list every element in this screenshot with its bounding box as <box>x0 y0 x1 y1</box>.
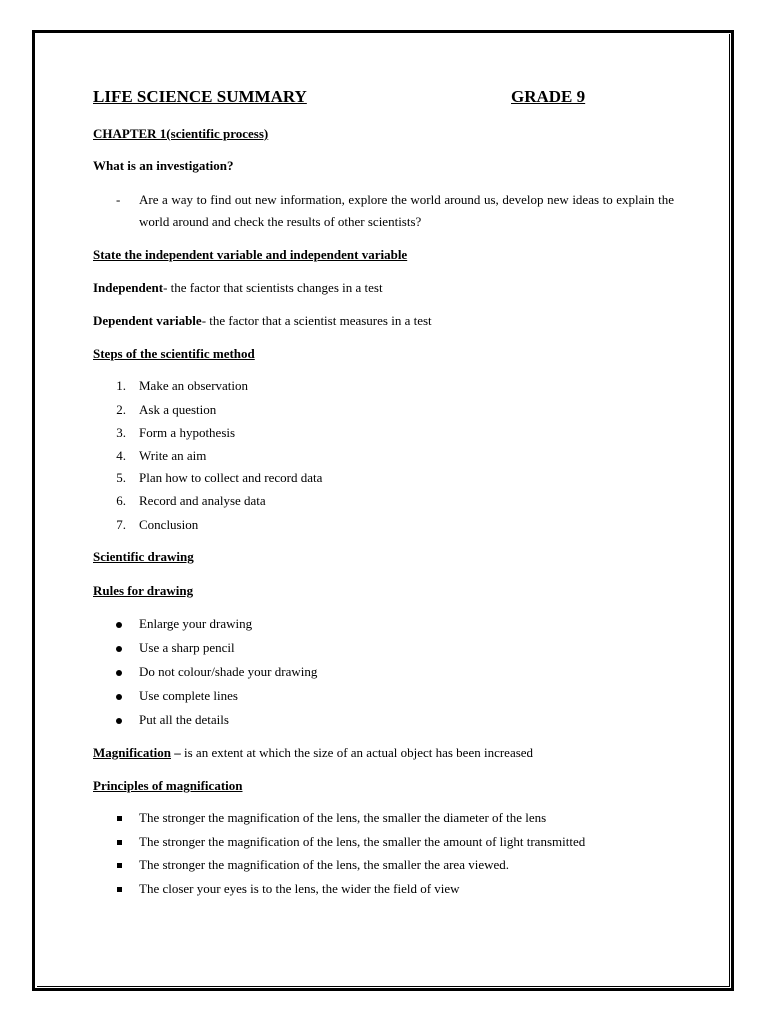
magnification-def: is an extent at which the size of an actual object has been increased <box>180 745 534 760</box>
step-number: 7. <box>116 517 126 532</box>
investigation-question: What is an investigation? <box>93 158 234 173</box>
rule-text: Put all the details <box>139 712 229 727</box>
bullet-icon <box>116 622 122 628</box>
drawing-heading: Scientific drawing <box>93 549 194 564</box>
rules-heading: Rules for drawing <box>93 583 194 598</box>
title-text: LIFE SCIENCE SUMMARY <box>93 87 307 106</box>
bullet-icon <box>116 718 122 724</box>
principle-text: The closer your eyes is to the lens, the wider the field of view <box>139 881 460 896</box>
square-bullet-icon <box>117 887 122 892</box>
dependent-definition <box>93 313 432 329</box>
square-bullet-icon <box>117 863 122 868</box>
rule-text: Enlarge your drawing <box>139 616 253 631</box>
step-text: Write an aim <box>139 448 207 463</box>
independent-definition <box>93 280 383 296</box>
magnification-definition <box>93 745 533 761</box>
step-number: 4. <box>116 448 126 463</box>
magnification-dash: – <box>171 745 181 760</box>
magnification-term: Magnification <box>93 745 171 760</box>
independent-term: Independent <box>93 280 164 295</box>
step-number: 2. <box>116 402 126 417</box>
bullet-icon <box>116 694 122 700</box>
step-text: Form a hypothesis <box>139 425 236 440</box>
independent-def: - the factor that scientists changes in a test <box>163 280 383 295</box>
chapter-heading: CHAPTER 1(scientific process) <box>93 126 269 141</box>
variables-heading: State the independent variable and independent variable <box>93 247 408 262</box>
principle-text: The stronger the magnification of the lens, the smaller the diameter of the lens <box>139 810 547 825</box>
principles-heading: Principles of magnification <box>93 778 243 793</box>
investigation-answer: Are a way to find out new information, explore the world around us, develop new ideas to explain the world around and check the results of other scientists? <box>139 192 674 229</box>
step-text: Make an observation <box>139 378 249 393</box>
principle-text: The stronger the magnification of the lens, the smaller the amount of light transmitted <box>139 834 586 849</box>
step-number: 3. <box>116 425 126 440</box>
dependent-term: Dependent variable <box>93 313 202 328</box>
step-number: 6. <box>116 493 126 508</box>
dependent-def: - the factor that a scientist measures in a test <box>201 313 432 328</box>
grade-label: GRADE 9 <box>511 87 586 106</box>
step-number: 5. <box>116 470 126 485</box>
steps-heading: Steps of the scientific method <box>93 346 255 361</box>
square-bullet-icon <box>117 840 122 845</box>
bullet-icon <box>116 670 122 676</box>
document-title <box>93 87 585 107</box>
principle-text: The stronger the magnification of the lens, the smaller the area viewed. <box>139 857 509 872</box>
step-text: Plan how to collect and record data <box>139 470 323 485</box>
rule-text: Use complete lines <box>139 688 238 703</box>
dash-marker: - <box>116 192 121 207</box>
step-number: 1. <box>116 378 126 393</box>
bullet-icon <box>116 646 122 652</box>
step-text: Record and analyse data <box>139 493 266 508</box>
step-text: Ask a question <box>139 402 217 417</box>
step-text: Conclusion <box>139 517 199 532</box>
square-bullet-icon <box>117 816 122 821</box>
rule-text: Use a sharp pencil <box>139 640 235 655</box>
rule-text: Do not colour/shade your drawing <box>139 664 318 679</box>
